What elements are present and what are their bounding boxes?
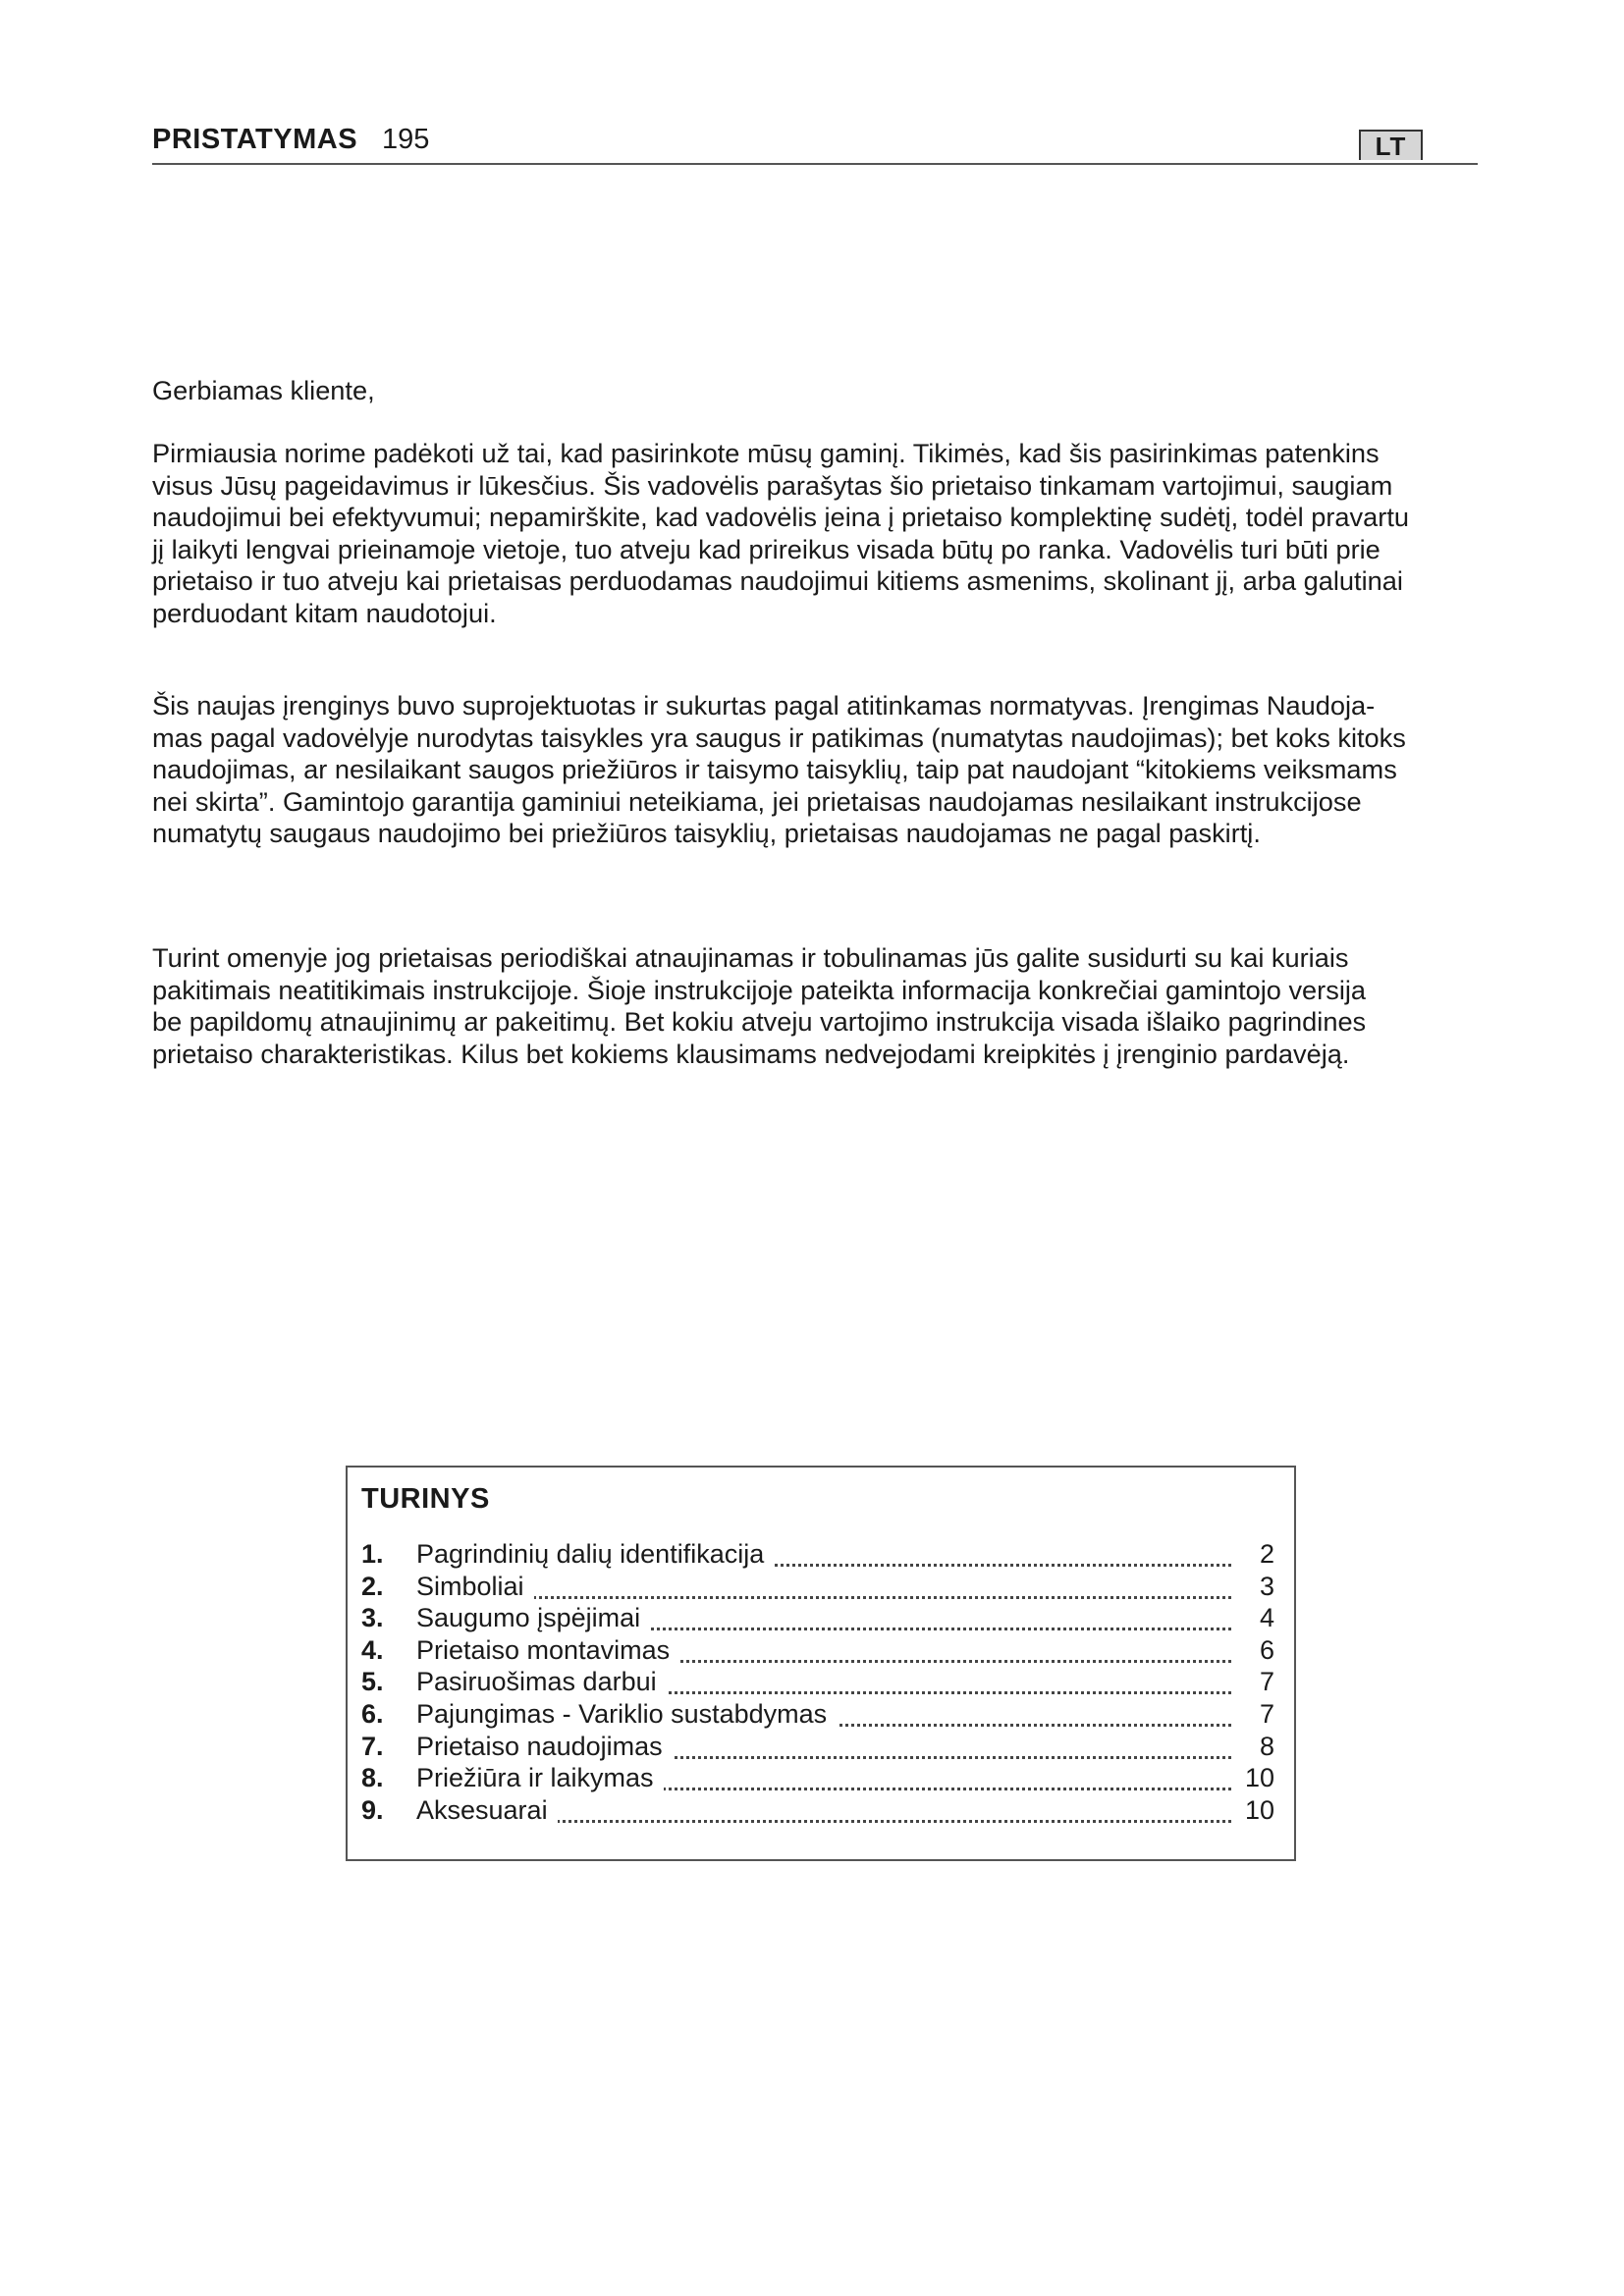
intro-paragraph (152, 438, 1497, 629)
toc-item[interactable] (361, 1762, 1274, 1794)
toc-title: TURINYS (361, 1483, 490, 1515)
update-paragraph (152, 942, 1497, 1070)
toc-item-page: 10 (1235, 1762, 1274, 1794)
design-paragraph (152, 690, 1497, 850)
paragraph-line: be papildomų atnaujinimų ar pakeitimų. Bet kokiu atveju vartojimo instrukcija visada išlaiko pagrindines (152, 1006, 1367, 1037)
paragraph-line: nei skirta”. Gamintojo garantija gaminiui neteikiama, jei prietaisas naudojamas nesilaikant instrukcijose (152, 785, 1362, 817)
toc-list (361, 1538, 1274, 1826)
language-badge: LT (1359, 130, 1423, 160)
toc-item[interactable] (361, 1666, 1274, 1698)
toc-item-number: 8. (361, 1763, 384, 1793)
toc-item-number: 3. (361, 1603, 384, 1633)
toc-item-page: 4 (1250, 1602, 1274, 1634)
toc-item-page: 2 (1250, 1538, 1274, 1571)
toc-item[interactable] (361, 1698, 1274, 1731)
toc-item-number: 7. (361, 1731, 384, 1761)
paragraph-line: naudojimas, ar nesilaikant saugos priežiūros ir taisymo taisyklių, taip pat naudojant “kitokiems veiksmams (152, 754, 1397, 784)
toc-item-page: 10 (1235, 1794, 1274, 1827)
toc-item-number: 4. (361, 1634, 384, 1665)
paragraph-line: numatytų saugaus naudojimo bei priežiūros taisyklių, prietaisas naudojamas ne pagal paskirtį. (152, 818, 1261, 848)
toc-item-label: Pasiruošimas darbui (416, 1666, 667, 1698)
toc-item-label: Prietaiso naudojimas (416, 1731, 673, 1763)
toc-item-label: Aksesuarai (416, 1794, 558, 1827)
page-number: 195 (382, 124, 430, 155)
toc-item-label: Simboliai (416, 1571, 534, 1603)
toc-item-label: Saugumo įspėjimai (416, 1602, 650, 1634)
table-of-contents (346, 1466, 1296, 1861)
paragraph-line: perduodant kitam naudotojui. (152, 597, 497, 628)
greeting: Gerbiamas kliente, (152, 375, 375, 405)
toc-item[interactable] (361, 1538, 1274, 1571)
paragraph-line: naudojimui bei efektyvumui; nepamirškite, kad vadovėlis įeina į prietaiso komplektinę sudėtį, todėl pravartu (152, 502, 1409, 532)
paragraph-line: jį laikyti lengvai prieinamoje vietoje, tuo atveju kad prireikus visada būtų po ranka. Vadovėlis turi būti prie (152, 533, 1380, 564)
toc-item-label: Pajungimas - Variklio sustabdymas (416, 1698, 837, 1731)
section-title: PRISTATYMAS (152, 124, 358, 155)
toc-item-page: 7 (1250, 1666, 1274, 1698)
toc-item-label: Priežiūra ir laikymas (416, 1762, 664, 1794)
paragraph-line: Turint omenyje jog prietaisas periodiškai atnaujinamas ir tobulinamas jūs galite susidurti su kai kuriais (152, 942, 1349, 973)
toc-item-page: 7 (1250, 1698, 1274, 1731)
toc-item-page: 6 (1250, 1634, 1274, 1667)
toc-item[interactable] (361, 1571, 1274, 1603)
toc-item-number: 2. (361, 1571, 384, 1601)
toc-item[interactable] (361, 1602, 1274, 1634)
paragraph-line: visus Jūsų pageidavimus ir lūkesčius. Šis vadovėlis parašytas šio prietaiso tinkamam vartojimui, saugiam (152, 469, 1393, 501)
toc-item-page: 3 (1250, 1571, 1274, 1603)
toc-item-label: Pagrindinių dalių identifikacija (416, 1538, 774, 1571)
page-header (152, 120, 1478, 165)
toc-item[interactable] (361, 1731, 1274, 1763)
toc-item[interactable] (361, 1634, 1274, 1667)
toc-item[interactable] (361, 1794, 1274, 1827)
paragraph-line: prietaiso ir tuo atveju kai prietaisas perduodamas naudojimui kitiems asmenims, skolinant jį, arba galutinai (152, 565, 1403, 596)
toc-item-number: 5. (361, 1667, 384, 1697)
paragraph-line: prietaiso charakteristikas. Kilus bet kokiems klausimams nedvejodami kreipkitės į įrenginio pardavėją. (152, 1038, 1350, 1069)
toc-item-number: 6. (361, 1698, 384, 1729)
toc-item-page: 8 (1250, 1731, 1274, 1763)
toc-item-number: 1. (361, 1539, 384, 1569)
toc-item-number: 9. (361, 1794, 384, 1825)
paragraph-line: Pirmiausia norime padėkoti už tai, kad pasirinkote mūsų gaminį. Tikimės, kad šis pasirinkimas patenkins (152, 438, 1380, 468)
toc-item-label: Prietaiso montavimas (416, 1634, 679, 1667)
paragraph-line: mas pagal vadovėlyje nurodytas taisykles yra saugus ir patikimas (numatytas naudojimas); bet koks kitoks (152, 721, 1406, 753)
paragraph-line: pakitimais neatitikimais instrukcijoje. Šioje instrukcijoje pateikta informacija konkrečiai gamintojo versija (152, 974, 1367, 1005)
toc-leader-dots (416, 1592, 1231, 1599)
paragraph-line: Šis naujas įrenginys buvo suprojektuotas ir sukurtas pagal atitinkamas normatyvas. Įrengimas Naudoja- (152, 690, 1376, 721)
